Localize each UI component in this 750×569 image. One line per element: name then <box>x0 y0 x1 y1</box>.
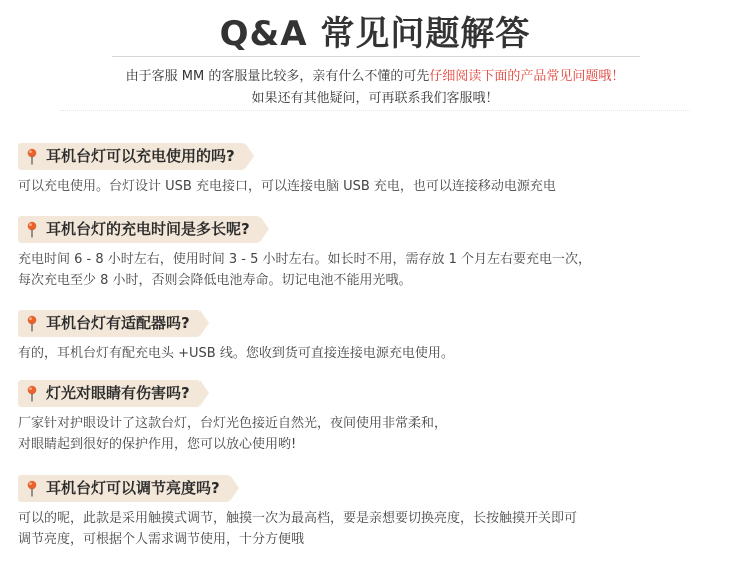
answer-line: 有的，耳机台灯有配充电头 +USB 线。您收到货可直接连接电源充电使用。 <box>18 346 454 361</box>
answer-text <box>18 176 738 197</box>
faq-item <box>18 475 738 550</box>
question-text: 耳机台灯有适配器吗? <box>46 314 190 332</box>
question-label <box>18 380 200 407</box>
question-label <box>18 216 260 243</box>
section-divider <box>60 110 690 111</box>
answer-line: 充电时间 6 - 8 小时左右，使用时间 3 - 5 小时左右。如长时不用，需存放 1 个月左右要充电一次， <box>18 252 592 267</box>
intro-line-2: 如果还有其他疑问，可再联系我们客服哦！ <box>251 91 499 106</box>
pin-icon <box>26 221 38 238</box>
question-label <box>18 475 230 502</box>
pin-icon <box>26 148 38 165</box>
faq-item <box>18 380 738 455</box>
answer-line: 可以的呢，此款是采用触摸式调节，触摸一次为最高档，要是亲想要切换亮度，长按触摸开关即可 <box>18 511 578 526</box>
answer-line: 每次充电至少 8 小时，否则会降低电池寿命。切记电池不能用光哦。 <box>18 273 412 288</box>
answer-line: 可以充电使用。台灯设计 USB 充电接口，可以连接电脑 USB 充电，也可以连接移动电源充电 <box>18 179 556 194</box>
answer-text <box>18 343 738 364</box>
answer-line: 对眼睛起到很好的保护作用，您可以放心使用哟! <box>18 437 297 452</box>
pin-icon <box>26 315 38 332</box>
question-text: 耳机台灯可以调节亮度吗? <box>46 479 220 497</box>
answer-text <box>18 413 738 455</box>
title-divider <box>112 56 640 57</box>
question-text: 耳机台灯的充电时间是多长呢? <box>46 220 250 238</box>
faq-item <box>18 310 738 364</box>
answer-text <box>18 249 738 291</box>
answer-line: 厂家针对护眼设计了这款台灯，台灯光色接近自然光，夜间使用非常柔和， <box>18 416 448 431</box>
pin-icon <box>26 480 38 497</box>
question-text: 耳机台灯可以充电使用的吗? <box>46 147 235 165</box>
answer-line: 调节亮度，可根据个人需求调节使用，十分方便哦 <box>18 532 305 547</box>
answer-text <box>18 508 738 550</box>
question-text: 灯光对眼睛有伤害吗? <box>46 384 190 402</box>
faq-item <box>18 143 738 197</box>
intro-highlight: 仔细阅读下面的产品常见问题哦！ <box>429 69 625 84</box>
page-title: Q&A 常见问题解答 <box>219 14 531 54</box>
intro-line-1 <box>0 65 750 84</box>
question-label <box>18 143 245 170</box>
intro-text: 由于客服 MM 的客服量比较多，亲有什么不懂的可先 <box>125 69 430 84</box>
pin-icon <box>26 385 38 402</box>
question-label <box>18 310 200 337</box>
faq-item <box>18 216 738 291</box>
